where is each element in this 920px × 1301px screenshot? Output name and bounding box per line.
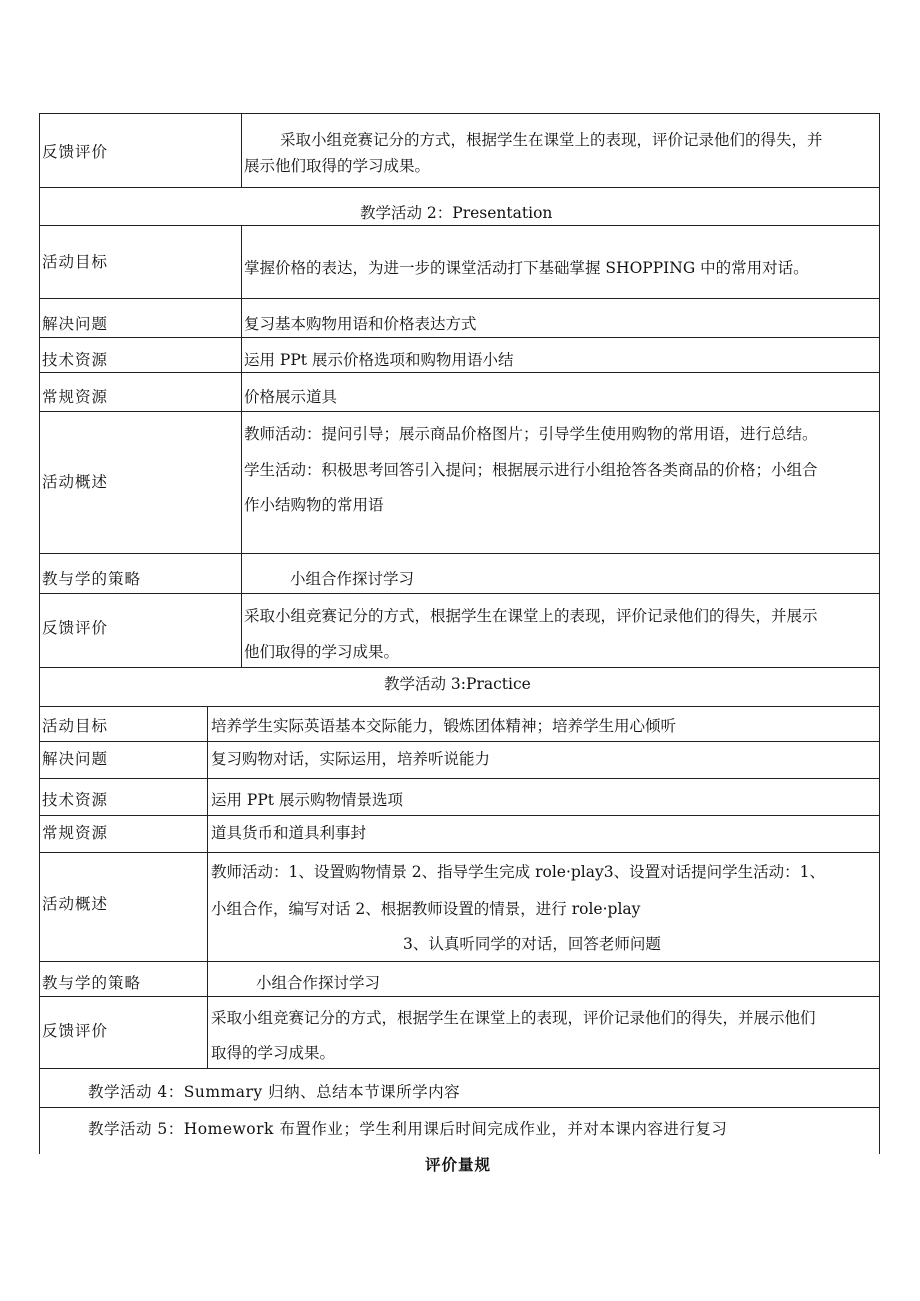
- row-divider: [39, 225, 880, 226]
- overview-line3: 3、认真听同学的对话，回答老师问题: [403, 935, 661, 953]
- row-divider: [39, 372, 880, 373]
- column-divider: [241, 113, 242, 188]
- feedback-text-line2: 他们取得的学习成果。: [244, 643, 400, 661]
- row-divider: [39, 1107, 880, 1108]
- regular-resource-label: 常规资源: [42, 388, 109, 406]
- overview-label: 活动概述: [42, 895, 109, 913]
- row-divider: [39, 187, 880, 188]
- overview-line1: 教师活动：提问引导；展示商品价格图片；引导学生使用购物的常用语，进行总结。: [244, 425, 818, 443]
- regular-resource-label: 常规资源: [42, 824, 109, 842]
- row-divider: [39, 553, 880, 554]
- row-divider: [39, 1068, 880, 1069]
- feedback-text-line2: 取得的学习成果。: [211, 1044, 336, 1062]
- feedback-label: 反馈评价: [42, 619, 109, 637]
- strategy-label: 教与学的策略: [42, 974, 142, 992]
- activity4-text: 教学活动 4：Summary 归纳、总结本节课所学内容: [88, 1083, 461, 1101]
- problem-label: 解决问题: [42, 750, 109, 768]
- overview-line1: 教师活动：1、设置购物情景 2、指导学生完成 role·play3、设置对话提问学生活动：1、: [211, 863, 825, 881]
- row-divider: [39, 815, 880, 816]
- activity3-heading: 教学活动 3:Practice: [384, 675, 531, 693]
- row-divider: [39, 852, 880, 853]
- goal-text: 培养学生实际英语基本交际能力，锻炼团体精神；培养学生用心倾听: [211, 717, 677, 735]
- strategy-text: 小组合作探讨学习: [290, 570, 415, 588]
- row-divider: [39, 411, 880, 412]
- feedback-label: 反馈评价: [42, 143, 109, 161]
- feedback-text-line2: 展示他们取得的学习成果。: [244, 157, 431, 175]
- regular-resource-text: 道具货币和道具利事封: [211, 824, 367, 842]
- activity2-heading: 教学活动 2：Presentation: [360, 204, 553, 222]
- overview-line3: 作小结购物的常用语: [244, 496, 384, 514]
- table-right-border: [879, 113, 880, 1154]
- strategy-label: 教与学的策略: [42, 570, 142, 588]
- goal-label: 活动目标: [42, 717, 109, 735]
- tech-resource-label: 技术资源: [42, 791, 109, 809]
- goal-text: 掌握价格的表达，为进一步的课堂活动打下基础掌握 SHOPPING 中的常用对话。: [244, 259, 809, 277]
- strategy-text: 小组合作探讨学习: [256, 974, 381, 992]
- problem-text: 复习基本购物用语和价格表达方式: [244, 315, 477, 333]
- tech-resource-text: 运用 PPt 展示价格选项和购物用语小结: [244, 351, 514, 369]
- row-divider: [39, 337, 880, 338]
- feedback-text-line1: 采取小组竞赛记分的方式，根据学生在课堂上的表现，评价记录他们的得失，并展示他们: [211, 1009, 816, 1027]
- row-divider: [39, 961, 880, 962]
- feedback-label: 反馈评价: [42, 1022, 109, 1040]
- row-divider: [39, 741, 880, 742]
- overview-line2: 小组合作，编写对话 2、根据教师设置的情景，进行 role·play: [211, 900, 641, 918]
- column-divider: [241, 226, 242, 668]
- column-divider: [207, 707, 208, 1068]
- problem-label: 解决问题: [42, 315, 109, 333]
- row-divider: [39, 113, 880, 114]
- row-divider: [39, 298, 880, 299]
- row-divider: [39, 593, 880, 594]
- goal-label: 活动目标: [42, 253, 109, 271]
- tech-resource-label: 技术资源: [42, 351, 109, 369]
- overview-label: 活动概述: [42, 473, 109, 491]
- activity5-text: 教学活动 5：Homework 布置作业；学生利用课后时间完成作业，并对本课内容进行复习: [88, 1120, 728, 1138]
- row-divider: [39, 667, 880, 668]
- rubric-title: 评价量规: [425, 1155, 492, 1174]
- row-divider: [39, 778, 880, 779]
- row-divider: [39, 996, 880, 997]
- overview-line2: 学生活动：积极思考回答引入提问；根据展示进行小组抢答各类商品的价格；小组合: [244, 461, 818, 479]
- feedback-text-line1: 采取小组竞赛记分的方式，根据学生在课堂上的表现，评价记录他们的得失，并: [280, 131, 823, 149]
- tech-resource-text: 运用 PPt 展示购物情景选项: [211, 791, 403, 809]
- regular-resource-text: 价格展示道具: [244, 388, 338, 406]
- problem-text: 复习购物对话，实际运用，培养听说能力: [211, 750, 491, 768]
- row-divider: [39, 706, 880, 707]
- feedback-text-line1: 采取小组竞赛记分的方式，根据学生在课堂上的表现，评价记录他们的得失，并展示: [244, 607, 818, 625]
- table-left-border: [39, 113, 40, 1154]
